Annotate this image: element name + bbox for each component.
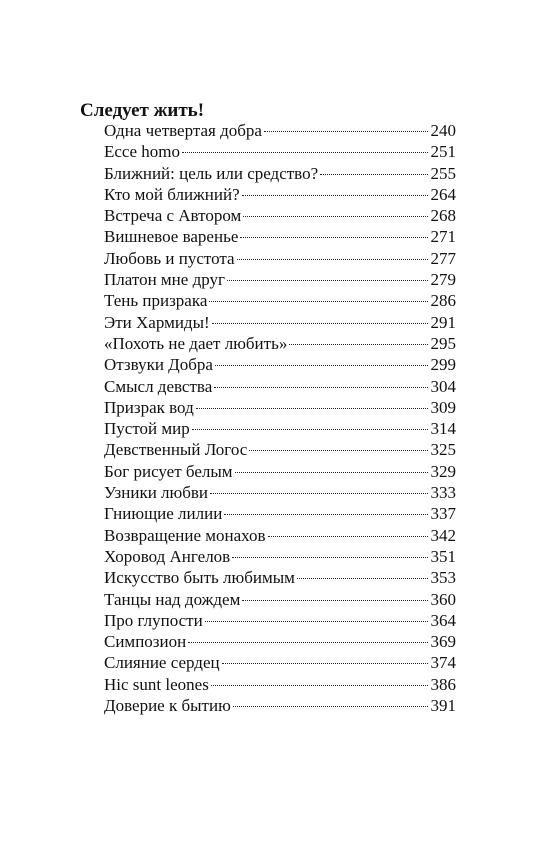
toc-entry	[104, 461, 456, 482]
section-title: Следует жить!	[80, 100, 205, 121]
toc-entry-title: Хоровод Ангелов	[104, 546, 231, 566]
toc-entry	[104, 205, 456, 226]
toc-entry	[104, 397, 456, 418]
toc-entry	[104, 418, 456, 439]
toc-entry	[104, 503, 456, 524]
toc-entry-page: 268	[430, 206, 456, 226]
toc-entry-page: 255	[430, 163, 456, 183]
toc-entry	[104, 312, 456, 333]
dot-leader	[209, 301, 428, 302]
toc-entry	[104, 482, 456, 503]
toc-entry-title: Кто мой ближний?	[104, 184, 240, 204]
toc-entry-title: Любовь и пустота	[104, 248, 235, 268]
dot-leader	[224, 514, 428, 515]
dot-leader	[227, 280, 428, 281]
toc-entry	[104, 589, 456, 610]
toc-entry-page: 351	[430, 546, 456, 566]
toc-entry-page: 374	[430, 653, 456, 673]
toc-entry-page: 314	[430, 419, 456, 439]
toc-entry-page: 353	[430, 568, 456, 588]
toc-entry-title: Платон мне друг	[104, 270, 225, 290]
toc-entry-title: Пустой мир	[104, 419, 190, 439]
toc-entry	[104, 163, 456, 184]
toc-entry-title: Одна четвертая добра	[104, 121, 262, 140]
toc-entry-title: Возвращение монахов	[104, 525, 266, 545]
toc-entry	[104, 439, 456, 460]
dot-leader	[242, 600, 428, 601]
toc-entry-title: Про глупости	[104, 610, 203, 630]
toc-entry	[104, 546, 456, 567]
toc-entry	[104, 631, 456, 652]
toc-entry-page: 333	[430, 483, 456, 503]
toc-entry-page: 240	[430, 121, 456, 140]
toc-entry	[104, 354, 456, 375]
toc-entry-page: 364	[430, 610, 456, 630]
toc-entry-page: 295	[430, 333, 456, 353]
toc-entry-title: Ближний: цель или средство?	[104, 163, 319, 183]
dot-leader	[196, 408, 428, 409]
dot-leader	[320, 174, 428, 175]
dot-leader	[211, 685, 428, 686]
toc-entry-page: 286	[430, 291, 456, 311]
dot-leader	[235, 472, 428, 473]
table-of-contents	[104, 120, 456, 716]
toc-entry-page: 277	[430, 248, 456, 268]
toc-entry-title: Эти Хармиды!	[104, 312, 210, 332]
toc-entry	[104, 674, 456, 695]
toc-entry-page: 309	[430, 397, 456, 417]
dot-leader	[264, 131, 428, 132]
toc-entry-page: 251	[430, 142, 456, 162]
dot-leader	[249, 450, 428, 451]
toc-entry	[104, 269, 456, 290]
toc-entry-title: Встреча с Автором	[104, 206, 242, 226]
toc-entry-title: Искусство быть любимым	[104, 568, 295, 588]
dot-leader	[243, 216, 428, 217]
toc-entry	[104, 567, 456, 588]
toc-entry-title: Девственный Логос	[104, 440, 248, 460]
dot-leader	[240, 237, 428, 238]
toc-entry-title: Hic sunt leones	[104, 674, 209, 694]
toc-entry	[104, 184, 456, 205]
dot-leader	[192, 429, 428, 430]
dot-leader	[268, 536, 428, 537]
toc-entry-page: 264	[430, 184, 456, 204]
toc-entry-page: 271	[430, 227, 456, 247]
dot-leader	[214, 387, 428, 388]
toc-entry-page: 291	[430, 312, 456, 332]
toc-entry	[104, 376, 456, 397]
toc-entry	[104, 652, 456, 673]
toc-entry-page: 304	[430, 376, 456, 396]
toc-entry-page: 386	[430, 674, 456, 694]
toc-entry-title: Ecce homo	[104, 142, 180, 162]
toc-entry	[104, 248, 456, 269]
toc-entry-page: 391	[430, 696, 456, 716]
toc-entry	[104, 525, 456, 546]
toc-entry-title: Танцы над дождем	[104, 589, 241, 609]
toc-entry-page: 325	[430, 440, 456, 460]
dot-leader	[233, 706, 428, 707]
dot-leader	[297, 578, 428, 579]
toc-entry-title: Симпозион	[104, 632, 187, 652]
toc-entry-page: 360	[430, 589, 456, 609]
toc-entry-title: Тень призрака	[104, 291, 208, 311]
toc-entry-title: «Похоть не дает любить»	[104, 333, 288, 353]
dot-leader	[182, 152, 428, 153]
toc-entry	[104, 333, 456, 354]
dot-leader	[222, 663, 428, 664]
toc-entry-page: 369	[430, 632, 456, 652]
toc-entry-title: Гниющие лилии	[104, 504, 223, 524]
toc-entry-title: Доверие к бытию	[104, 696, 231, 716]
toc-entry-page: 337	[430, 504, 456, 524]
toc-entry-page: 279	[430, 270, 456, 290]
dot-leader	[289, 344, 428, 345]
toc-entry-page: 299	[430, 355, 456, 375]
toc-entry	[104, 120, 456, 141]
dot-leader	[242, 195, 428, 196]
toc-entry-title: Вишневое варенье	[104, 227, 239, 247]
toc-entry	[104, 141, 456, 162]
toc-entry-title: Слияние сердец	[104, 653, 220, 673]
toc-entry-title: Призрак вод	[104, 397, 194, 417]
toc-entry	[104, 695, 456, 716]
toc-entry-title: Бог рисует белым	[104, 461, 233, 481]
toc-entry	[104, 610, 456, 631]
toc-entry-title: Узники любви	[104, 483, 209, 503]
toc-entry-page: 329	[430, 461, 456, 481]
toc-entry	[104, 290, 456, 311]
dot-leader	[210, 493, 428, 494]
dot-leader	[237, 259, 428, 260]
toc-entry	[104, 226, 456, 247]
dot-leader	[188, 642, 428, 643]
dot-leader	[215, 365, 428, 366]
dot-leader	[205, 621, 428, 622]
dot-leader	[232, 557, 428, 558]
toc-entry-page: 342	[430, 525, 456, 545]
toc-entry-title: Смысл девства	[104, 376, 213, 396]
dot-leader	[212, 323, 428, 324]
toc-entry-title: Отзвуки Добра	[104, 355, 213, 375]
